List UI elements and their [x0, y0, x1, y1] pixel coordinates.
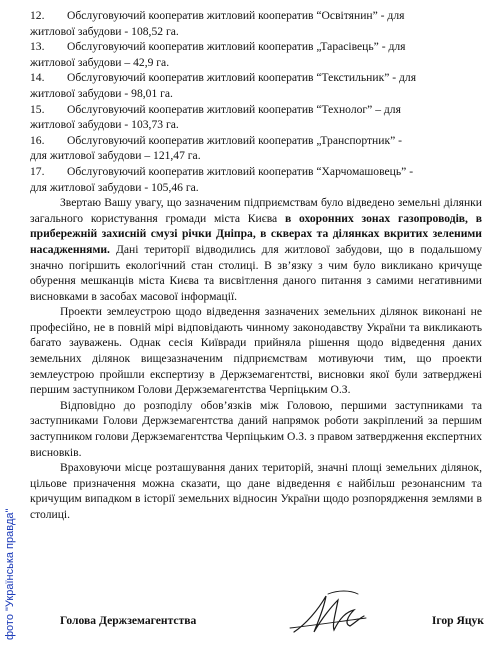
photo-credit: фото "Українська правда"	[4, 508, 16, 640]
item-text: Обслуговуючий кооператив житловий кооператив “Технолог” – для	[67, 102, 401, 116]
paragraph-duties: Відповідно до розподілу обов’язків між Головою, першими заступниками та заступниками Голови Держземагентства даний напрямок роботи закріплений за першим заступником голови Держземагентства Черпіцьким О.З. з правом затвердження експертних висновків.	[30, 398, 482, 459]
paragraph-attention	[30, 195, 482, 304]
item-text-cont: житлової забудови - 103,73 га.	[30, 118, 179, 132]
paragraph-text: Звертаю Вашу увагу, що зазначеним підприємствам було відведено земельні ділянки загального користування громади міста Києва	[30, 196, 482, 225]
signatory-name: Ігор Яцук	[431, 614, 484, 627]
list-item	[30, 164, 482, 195]
item-number: 13.	[30, 40, 45, 54]
list-item	[30, 70, 482, 101]
item-text: Обслуговуючий кооператив житловий кооператив „Транспортник” -	[67, 133, 402, 147]
paragraph-conclusion: Враховуючи місце розташування даних територій, значні площі земельних ділянок, цільове призначення можна сказати, що дане відведення є найбільш резонансним та кричущим випадком в історії земельних відносин України щодо розпорядження землями в столиці.	[30, 461, 482, 521]
item-text-cont: для житлової забудови - 105,46 га.	[30, 180, 199, 194]
item-text: Обслуговуючий кооператив житловий кооператив “Харчомашовець” -	[67, 164, 414, 178]
signature-block	[60, 614, 484, 634]
list-item	[30, 102, 482, 133]
list-item	[30, 133, 482, 164]
item-number: 15.	[30, 102, 45, 116]
item-text-cont: житлової забудови – 42,9 га.	[30, 55, 170, 69]
item-text: Обслуговуючий кооператив житловий кооператив “Текстильник” - для	[67, 71, 417, 85]
paragraph-text: Дані території відводились для житлової забудови, що в подальшому значно погіршить екологічний стан столиці. В зв’язку з чим було викликано кричуще обурення мешканців міста Києва та висвітлення даного питання з самими негативними висновками в засобах масової інформації.	[30, 242, 482, 303]
item-number: 12.	[30, 9, 45, 22]
item-text-cont: для житлової забудови – 121,47 га.	[30, 149, 201, 163]
paragraph-bold-text: в охоронних зонах газопроводів, в прибережній захисній смузі річки Дніпра, в скверах та ділянках вкритих зеленими насадженнями.	[30, 211, 482, 256]
list-item	[30, 8, 482, 39]
item-text: Обслуговуючий кооператив житловий кооператив „Тарасівець” - для	[67, 40, 406, 54]
paragraph-projects: Проекти землеустрою щодо відведення зазначених земельних ділянок виконані не професійно, не в повній мірі відповідають чинному законодавству України та викликають багато зауважень. Однак сесія Київради прийняла рішення щодо відведення даних земельних ділянок вищезазначеним підприємствам мотивуючи тим, що проекти землеустрою пройшли експертизу в Держземагентстві, висновки якої були затверджені першим заступником Голови Держземагентства Черпіцьким О.З.	[30, 305, 482, 397]
list-item	[30, 39, 482, 70]
item-text-cont: житлової забудови - 108,52 га.	[30, 24, 179, 38]
cooperative-list	[30, 8, 482, 195]
handwritten-signature	[288, 588, 368, 638]
document-body	[30, 8, 482, 523]
item-text-cont: житлової забудови - 98,01 га.	[30, 86, 173, 100]
item-number: 14.	[30, 71, 45, 85]
item-text: Обслуговуючий кооператив житловий кооператив “Освітянин” - для	[67, 9, 405, 22]
signatory-title: Голова Держземагентства	[60, 614, 197, 627]
item-number: 16.	[30, 133, 45, 147]
item-number: 17.	[30, 164, 45, 178]
